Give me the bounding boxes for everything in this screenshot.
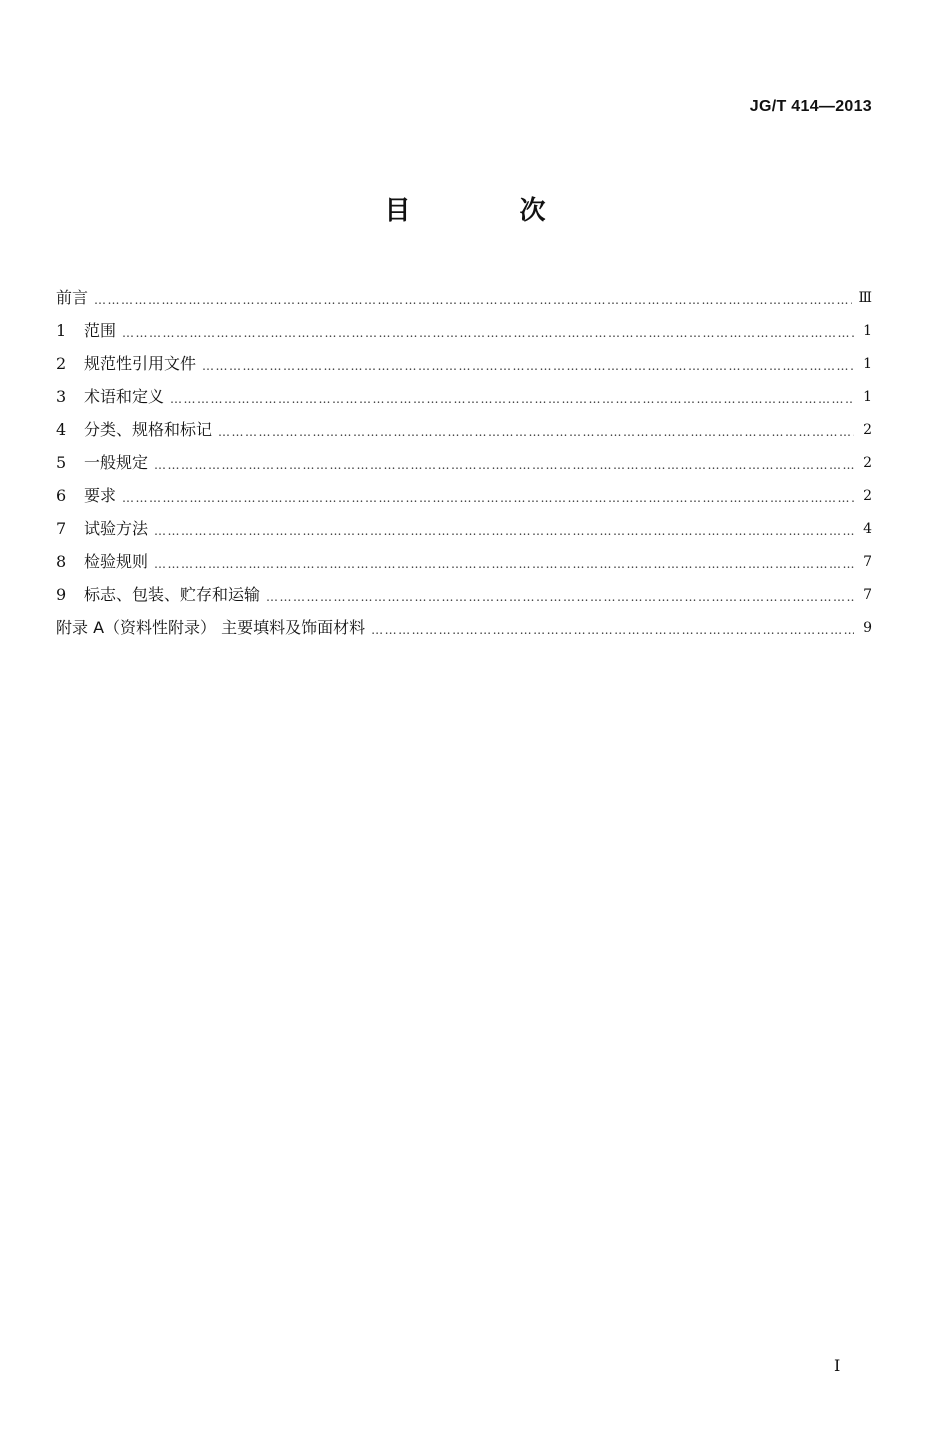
toc-leader [154, 522, 854, 540]
toc-entry-number: 1 [56, 321, 67, 340]
toc-entry-number: 7 [56, 519, 67, 538]
toc-leader [202, 357, 854, 375]
toc-entry-number: 6 [56, 486, 67, 505]
toc-leader [94, 291, 852, 309]
toc-entry-page: 1 [863, 323, 872, 339]
toc-entry-label: 规范性引用文件 [84, 354, 197, 373]
toc-entry-1[interactable] [56, 309, 872, 342]
toc-leader [122, 324, 854, 342]
toc-entry-8[interactable] [56, 540, 872, 573]
standard-code: JG/T 414—2013 [749, 98, 872, 115]
toc-entry-page: 1 [863, 389, 872, 405]
table-of-contents [56, 276, 872, 639]
toc-entry-number: 3 [56, 387, 67, 406]
toc-entry-page: 2 [863, 455, 872, 471]
toc-entry-label: 检验规则 [84, 552, 149, 571]
toc-entry-label: 术语和定义 [84, 387, 165, 406]
toc-entry-page: 9 [863, 620, 872, 636]
toc-leader [170, 390, 854, 408]
toc-entry-4[interactable] [56, 408, 872, 441]
toc-entry-page: 2 [863, 422, 872, 438]
toc-entry-number: 2 [56, 354, 67, 373]
page-number: I [834, 1356, 841, 1375]
toc-entry-label: 一般规定 [84, 453, 149, 472]
toc-entry-page: 7 [863, 554, 872, 570]
toc-entry-page: 1 [863, 356, 872, 372]
toc-entry-number: 5 [56, 453, 67, 472]
toc-entry-label: 前言 [56, 288, 89, 307]
toc-entry-2[interactable] [56, 342, 872, 375]
toc-leader [266, 588, 854, 606]
toc-entry-5[interactable] [56, 441, 872, 474]
toc-entry-label: 要求 [84, 486, 117, 505]
toc-leader [154, 555, 854, 573]
toc-entry-label: 标志、包装、贮存和运输 [84, 585, 261, 604]
toc-entry-foreword[interactable] [56, 276, 872, 309]
toc-entry-label: 分类、规格和标记 [84, 420, 213, 439]
toc-entry-number: 8 [56, 552, 67, 571]
toc-entry-number: 4 [56, 420, 67, 439]
toc-entry-page: 7 [863, 587, 872, 603]
toc-entry-7[interactable] [56, 507, 872, 540]
toc-entry-number: 9 [56, 585, 67, 604]
toc-leader [154, 456, 854, 474]
toc-leader [218, 423, 854, 441]
toc-entry-page: 4 [863, 521, 872, 537]
toc-entry-6[interactable] [56, 474, 872, 507]
toc-entry-label: 试验方法 [84, 519, 149, 538]
toc-entry-appendix-a[interactable] [56, 606, 872, 639]
toc-entry-label: 附录 A（资料性附录） 主要填料及饰面材料 [56, 618, 366, 637]
toc-entry-page: Ⅲ [858, 290, 872, 306]
toc-title: 目 次 [384, 196, 596, 226]
toc-entry-label: 范围 [84, 321, 117, 340]
toc-leader [122, 489, 854, 507]
toc-leader [371, 621, 854, 639]
toc-entry-page: 2 [863, 488, 872, 504]
toc-entry-3[interactable] [56, 375, 872, 408]
toc-entry-9[interactable] [56, 573, 872, 606]
